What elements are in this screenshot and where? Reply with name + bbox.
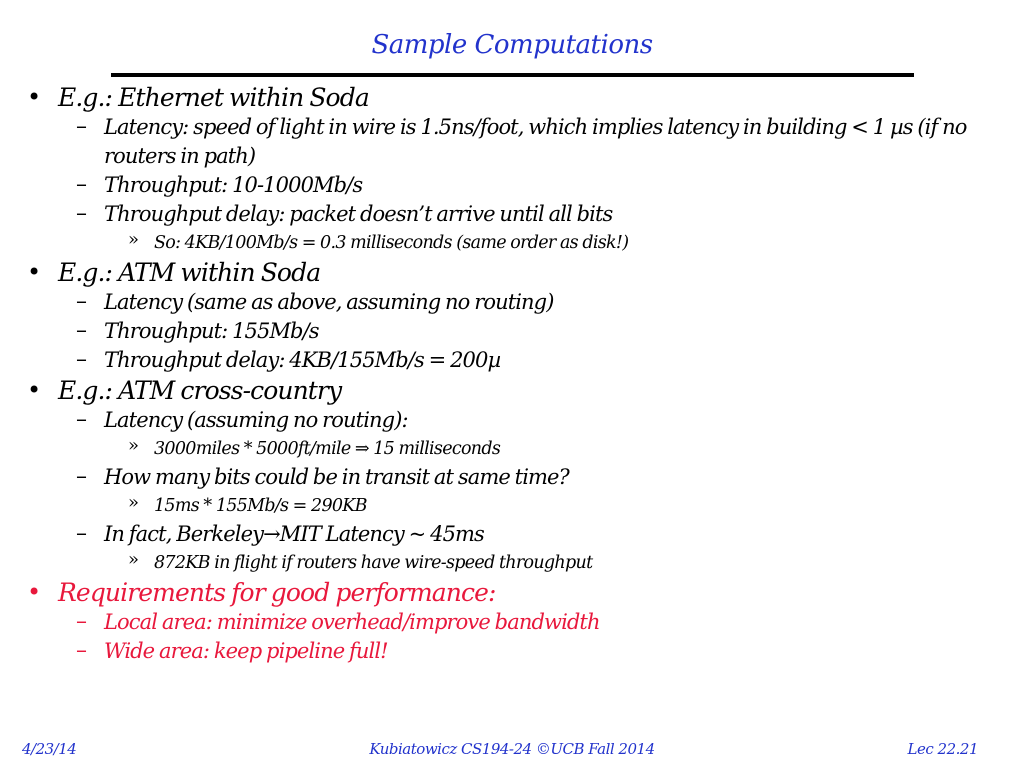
bullet-item (0, 257, 1024, 288)
chevron-marker: » (128, 549, 139, 570)
sub-bullet-text: Latency (assuming no routing): (104, 408, 408, 432)
dash-marker: – (76, 609, 87, 634)
sub-bullet-item (0, 288, 1024, 317)
sub-bullet-item (0, 113, 1004, 171)
dash-marker: – (76, 201, 87, 226)
bullet-text: E.g.: ATM cross-country (58, 376, 342, 405)
bullet-marker: • (27, 578, 41, 606)
sub-sub-bullet-text: 872KB in flight if routers have wire-speed throughput (154, 553, 593, 573)
bullet-item (0, 375, 1024, 406)
dash-marker: – (76, 114, 87, 139)
dash-marker: – (76, 289, 87, 314)
title-underline (111, 73, 914, 77)
chevron-marker: » (128, 492, 139, 513)
dash-marker: – (76, 521, 87, 546)
dash-marker: – (76, 638, 87, 663)
dash-marker: – (76, 172, 87, 197)
sub-bullet-item (0, 317, 1024, 346)
sub-bullet-text: Latency: speed of light in wire is 1.5ns/foot, which implies latency in building < 1 µs (if no routers in path) (104, 115, 967, 168)
bullet-list (0, 82, 1024, 666)
slide-title: Sample Computations (371, 30, 653, 60)
sub-bullet-text: Throughput delay: 4KB/155Mb/s = 200µ (104, 348, 501, 372)
sub-bullet-text: Local area: minimize overhead/improve bandwidth (104, 610, 600, 634)
dash-marker: – (76, 318, 87, 343)
sub-bullet-text: How many bits could be in transit at same time? (104, 465, 569, 489)
sub-bullet-text: Throughput: 10-1000Mb/s (104, 173, 363, 197)
sub-sub-bullet-text: So: 4KB/100Mb/s = 0.3 milliseconds (same order as disk!) (154, 233, 629, 253)
sub-bullet-item (0, 200, 1024, 229)
bullet-marker: • (27, 376, 41, 404)
sub-sub-bullet-text: 15ms * 155Mb/s = 290KB (154, 496, 367, 516)
sub-bullet-text: In fact, Berkeley→MIT Latency ~ 45ms (104, 522, 484, 546)
bullet-marker: • (27, 83, 41, 111)
bullet-text: E.g.: ATM within Soda (58, 258, 321, 287)
dash-marker: – (76, 347, 87, 372)
bullet-text: E.g.: Ethernet within Soda (58, 83, 369, 112)
bullet-marker: • (27, 258, 41, 286)
footer-lecture-number: Lec 22.21 (907, 740, 978, 758)
sub-bullet-text: Latency (same as above, assuming no routing) (104, 290, 554, 314)
sub-bullet-item (0, 171, 1024, 200)
chevron-marker: » (128, 435, 139, 456)
sub-sub-bullet-item (0, 229, 1024, 257)
bullet-text: Requirements for good performance: (58, 578, 496, 607)
sub-bullet-item (0, 637, 1024, 666)
footer-date: 4/23/14 (22, 740, 77, 758)
sub-bullet-item (0, 406, 1024, 435)
sub-bullet-item (0, 608, 1024, 637)
sub-bullet-text: Wide area: keep pipeline full! (104, 639, 388, 663)
footer-course: Kubiatowicz CS194-24 ©UCB Fall 2014 (369, 740, 655, 758)
dash-marker: – (76, 464, 87, 489)
sub-bullet-text: Throughput: 155Mb/s (104, 319, 319, 343)
sub-bullet-item (0, 520, 1024, 549)
bullet-item (0, 577, 1024, 608)
sub-bullet-item (0, 463, 1024, 492)
sub-bullet-text: Throughput delay: packet doesn’t arrive until all bits (104, 202, 613, 226)
sub-sub-bullet-item (0, 549, 1024, 577)
sub-sub-bullet-text: 3000miles * 5000ft/mile ⇒ 15 milliseconds (154, 439, 501, 459)
sub-bullet-item (0, 346, 1024, 375)
bullet-item (0, 82, 1024, 113)
dash-marker: – (76, 407, 87, 432)
sub-sub-bullet-item (0, 492, 1024, 520)
sub-sub-bullet-item (0, 435, 1024, 463)
chevron-marker: » (128, 229, 139, 250)
